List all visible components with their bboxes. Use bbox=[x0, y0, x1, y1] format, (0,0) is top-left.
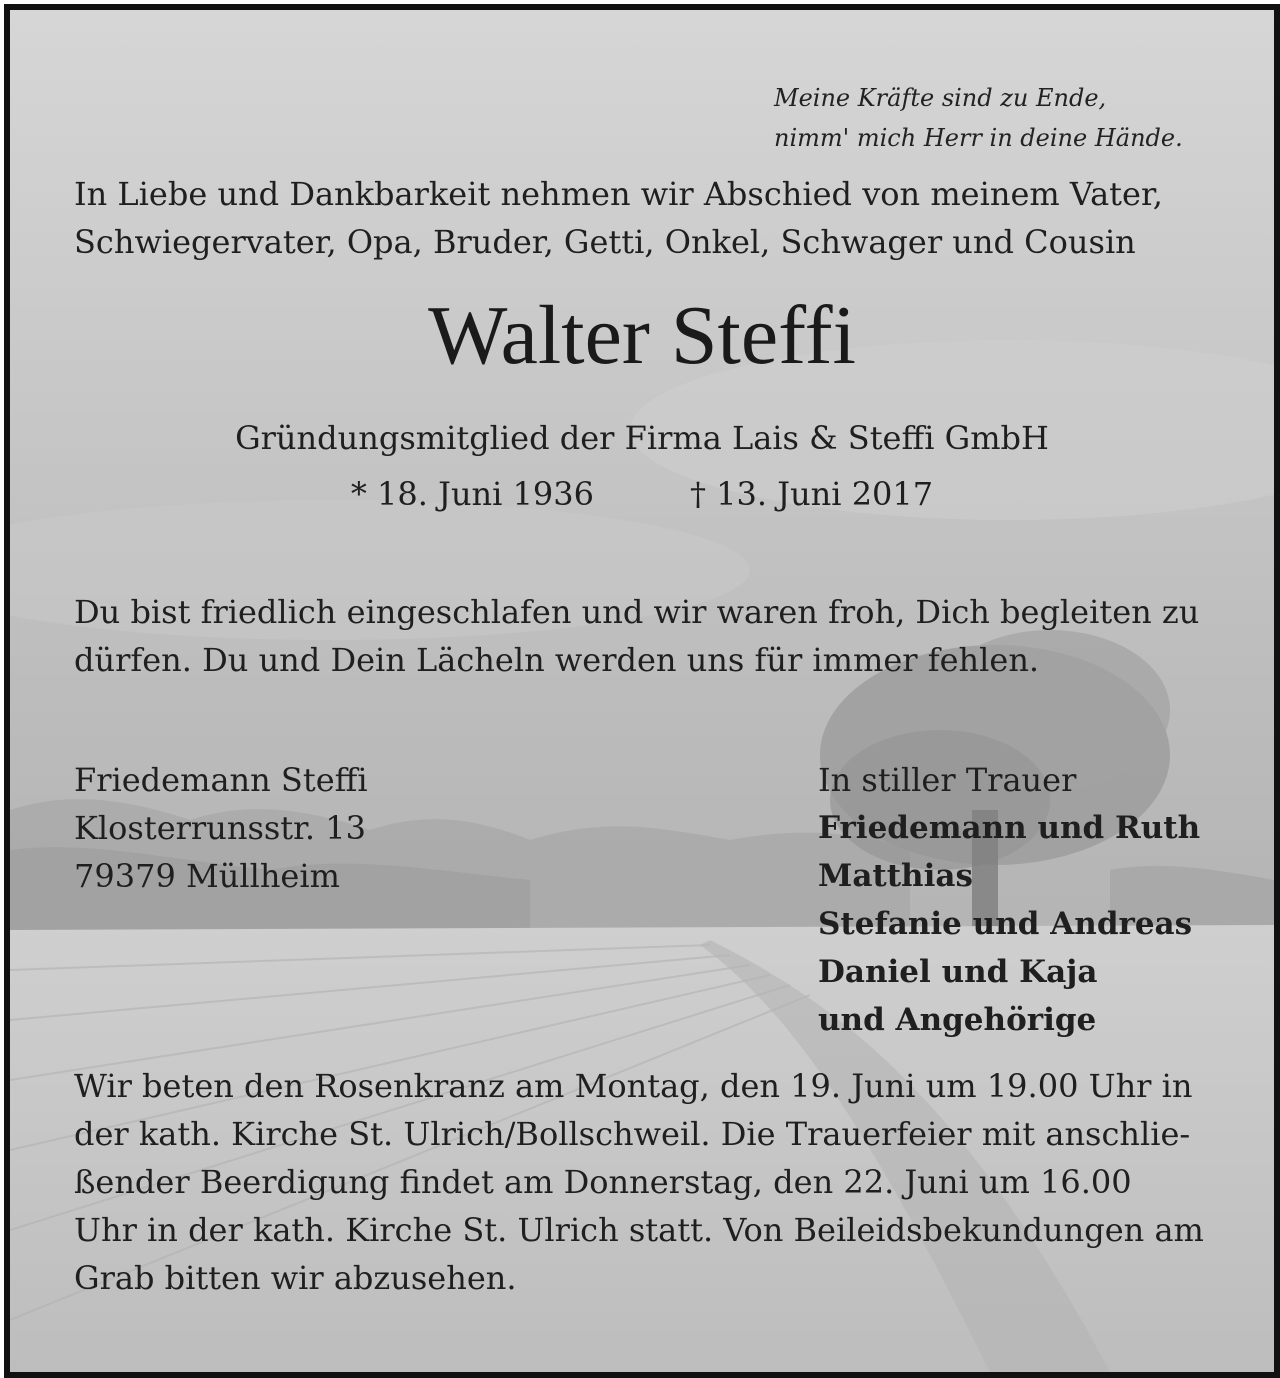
intro-text bbox=[74, 170, 1163, 266]
quote-line: Du bist friedlich eingeschlafen und wir waren froh, Dich begleiten zu bbox=[74, 593, 1200, 631]
service-line: Uhr in der kath. Kirche St. Ulrich statt. Von Beileidsbekundungen am bbox=[74, 1211, 1204, 1249]
address-line: 79379 Müllheim bbox=[74, 857, 340, 895]
life-dates bbox=[10, 470, 1274, 518]
quote-line: dürfen. Du und Dein Lächeln werden uns für immer fehlen. bbox=[74, 641, 1040, 679]
mourner-name: Stefanie und Andreas bbox=[818, 906, 1193, 942]
intro-line: In Liebe und Dankbarkeit nehmen wir Abschied von meinem Vater, bbox=[74, 175, 1163, 213]
motto-verse bbox=[774, 78, 1224, 158]
farewell-quote bbox=[74, 588, 1199, 684]
service-line: Grab bitten wir abzusehen. bbox=[74, 1259, 517, 1297]
deceased-role: Gründungsmitglied der Firma Lais & Steffi GmbH bbox=[235, 419, 1049, 457]
deceased-name: Walter Steffi bbox=[428, 289, 856, 382]
birth-date: * 18. Juni 1936 bbox=[350, 475, 594, 513]
mourners-list bbox=[818, 756, 1200, 1044]
service-line: der kath. Kirche St. Ulrich/Bollschweil. Die Trauerfeier mit anschlie- bbox=[74, 1115, 1191, 1153]
mourner-name: Matthias bbox=[818, 858, 973, 894]
motto-line: nimm' mich Herr in deine Hände. bbox=[774, 124, 1183, 152]
mourner-name: und Angehörige bbox=[818, 1002, 1097, 1038]
death-date: † 13. Juni 2017 bbox=[690, 475, 934, 513]
service-line: Wir beten den Rosenkranz am Montag, den 19. Juni um 19.00 Uhr in bbox=[74, 1067, 1193, 1105]
address-line: Friedemann Steffi bbox=[74, 761, 368, 799]
address-line: Klosterrunsstr. 13 bbox=[74, 809, 366, 847]
intro-line: Schwiegervater, Opa, Bruder, Getti, Onkel, Schwager und Cousin bbox=[74, 223, 1136, 261]
contact-address bbox=[74, 756, 368, 900]
obituary-frame bbox=[4, 4, 1280, 1378]
mourners-heading: In stiller Trauer bbox=[818, 761, 1077, 799]
motto-line: Meine Kräfte sind zu Ende, bbox=[774, 84, 1107, 112]
service-details bbox=[74, 1062, 1204, 1302]
mourner-name: Daniel und Kaja bbox=[818, 954, 1098, 990]
service-line: ßender Beerdigung findet am Donnerstag, den 22. Juni um 16.00 bbox=[74, 1163, 1132, 1201]
mourner-name: Friedemann und Ruth bbox=[818, 810, 1201, 846]
obituary-content bbox=[10, 10, 1274, 1372]
